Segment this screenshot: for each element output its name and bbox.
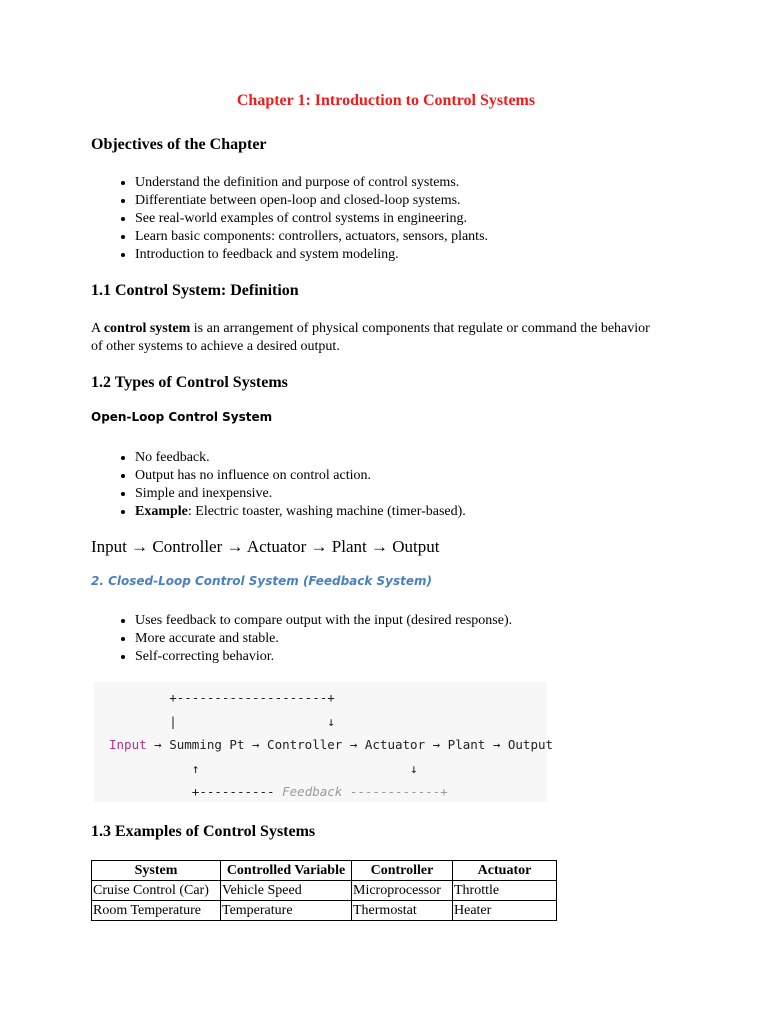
table-header-row <box>92 861 557 881</box>
column-header: Controller <box>352 861 453 881</box>
table-cell: Heater <box>453 901 557 921</box>
diagram-bottom-end: ------------+ <box>349 784 448 800</box>
diagram-main-chain: → Summing Pt → Controller → Actuator → Plant → Output <box>146 737 554 753</box>
chapter-title: Chapter 1: Introduction to Control Systems <box>236 92 536 109</box>
diagram-bottom-right-arrow: ↓ <box>410 760 418 776</box>
list-item: • Introduction to feedback and system modeling. <box>135 246 488 264</box>
table-cell: Vehicle Speed <box>221 881 352 901</box>
diagram-feedback-label: Feedback <box>274 784 350 800</box>
example-label: Example <box>135 504 188 519</box>
diagram-top-border: +--------------------+ <box>169 690 335 705</box>
types-heading: 1.2 Types of Control Systems <box>91 374 288 391</box>
definition-rest: is an arrangement of physical components that regulate or command the behavior of other systems to achieve a desired output. <box>91 321 650 354</box>
table-cell: Throttle <box>453 881 557 901</box>
list-item: • Self-correcting behavior. <box>135 648 512 666</box>
list-item: • Simple and inexpensive. <box>135 485 466 503</box>
column-header: Controlled Variable <box>221 861 352 881</box>
examples-heading: 1.3 Examples of Control Systems <box>91 823 316 840</box>
definition-heading: 1.1 Control System: Definition <box>91 282 299 299</box>
list-item: • Output has no influence on control action. <box>135 467 466 485</box>
table-cell: Microprocessor <box>352 881 453 901</box>
list-item <box>135 503 466 521</box>
list-item: • More accurate and stable. <box>135 630 512 648</box>
table-row <box>92 881 557 901</box>
closed-loop-list <box>91 612 512 666</box>
table-row <box>92 901 557 921</box>
open-loop-list <box>91 449 466 521</box>
list-item: • See real-world examples of control systems in engineering. <box>135 210 488 228</box>
table-cell: Temperature <box>221 901 352 921</box>
objectives-heading: Objectives of the Chapter <box>91 136 267 153</box>
list-item: • Understand the definition and purpose of control systems. <box>135 174 488 192</box>
list-item: • No feedback. <box>135 449 466 467</box>
list-item: • Differentiate between open-loop and closed-loop systems. <box>135 192 488 210</box>
table-cell: Room Temperature <box>92 901 221 921</box>
open-loop-flow: Input → Controller → Actuator → Plant → Output <box>91 537 440 556</box>
diagram-top-right-arrow: ↓ <box>327 713 335 729</box>
definition-paragraph <box>91 320 651 356</box>
column-header: System <box>92 861 221 881</box>
definition-term: control system <box>103 321 191 336</box>
feedback-diagram-code <box>109 686 553 804</box>
list-item: • Uses feedback to compare output with the input (desired response). <box>135 612 512 630</box>
closed-loop-subheading: 2. Closed-Loop Control System (Feedback System) <box>91 574 432 588</box>
list-item: • Learn basic components: controllers, actuators, sensors, plants. <box>135 228 488 246</box>
definition-prefix: A <box>91 321 104 336</box>
column-header: Actuator <box>453 861 557 881</box>
table-cell: Cruise Control (Car) <box>92 881 221 901</box>
diagram-top-left-arrow: | <box>169 713 177 729</box>
examples-table <box>91 860 557 921</box>
feedback-diagram <box>94 682 554 802</box>
objectives-list <box>91 174 488 264</box>
diagram-bottom-start: +---------- <box>191 784 275 800</box>
diagram-bottom-left-arrow: ↑ <box>191 760 200 776</box>
open-loop-subheading: Open-Loop Control System <box>91 410 273 424</box>
table-cell: Thermostat <box>352 901 453 921</box>
example-text: : Electric toaster, washing machine (timer-based). <box>187 504 466 519</box>
diagram-input-word: Input <box>109 737 147 753</box>
